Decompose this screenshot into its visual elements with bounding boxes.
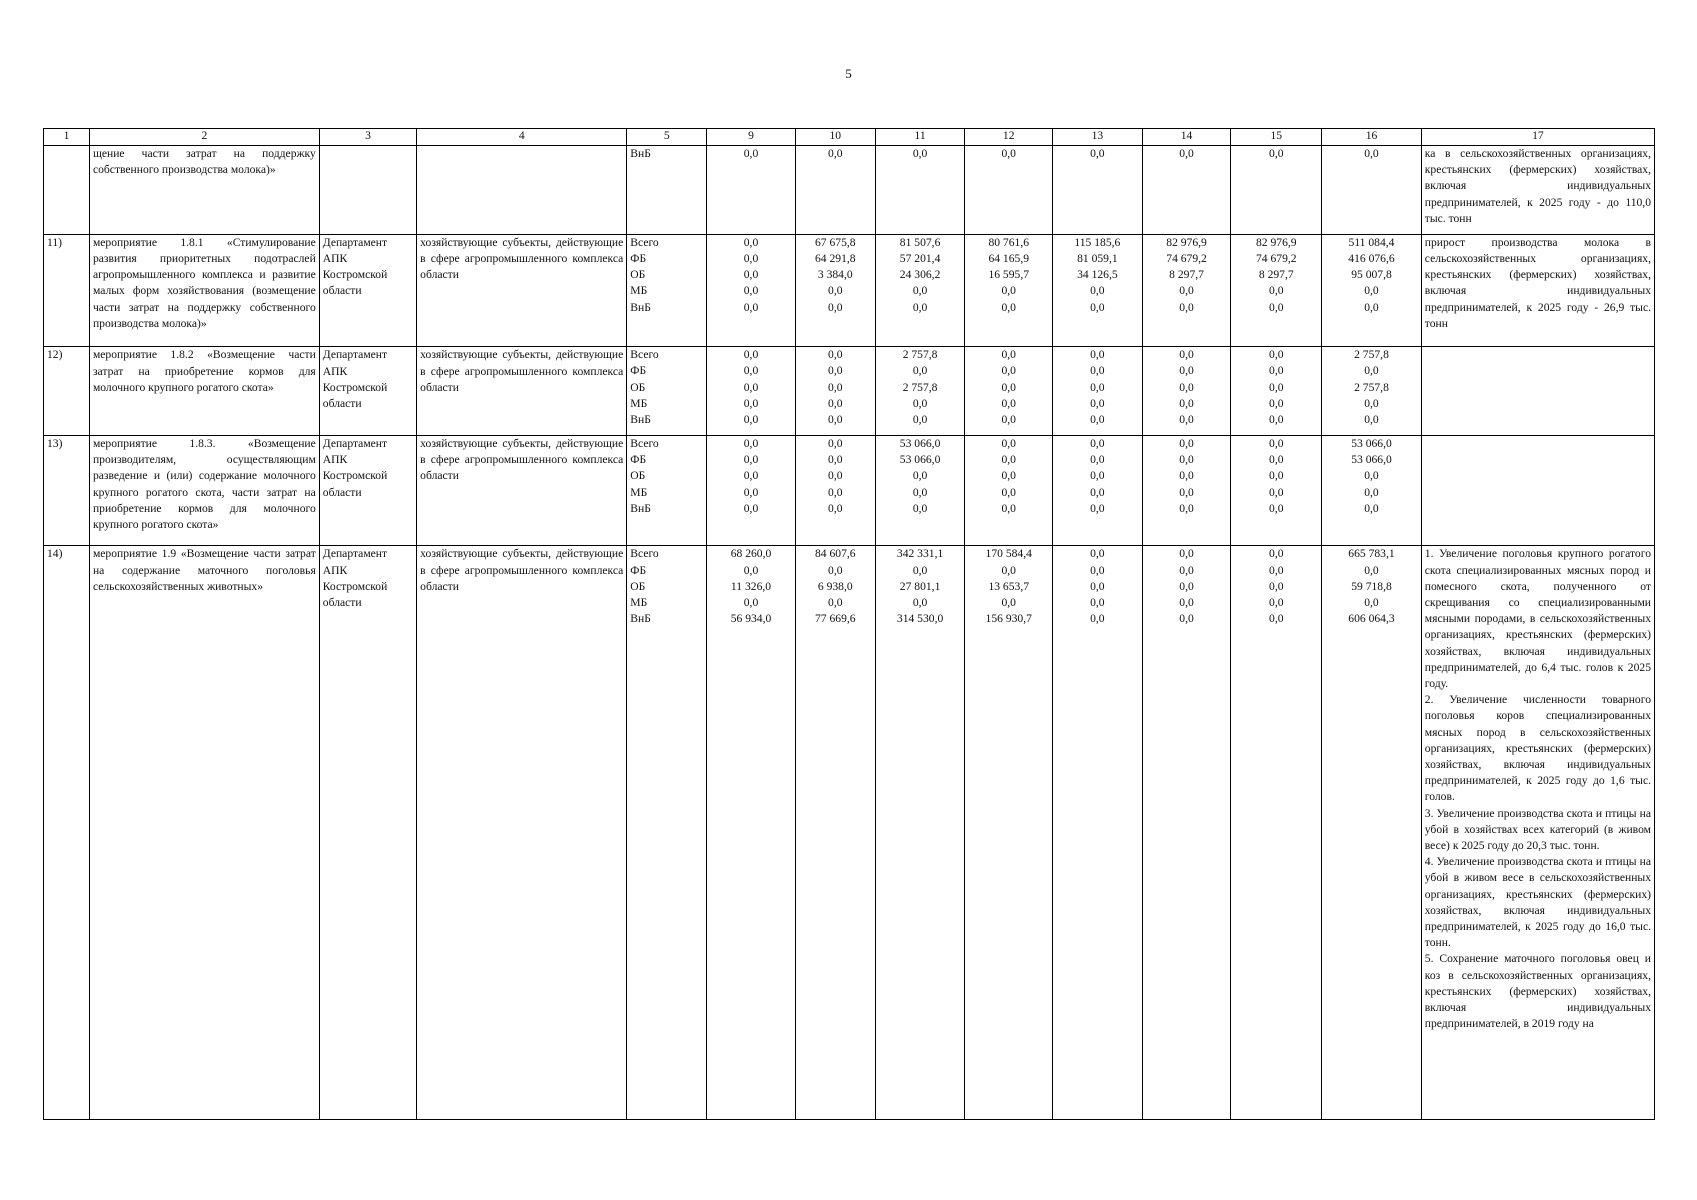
participants: хозяйствующие субъекты, действующие в сфере агропромышленного комплекса области bbox=[417, 234, 627, 347]
amount-value: 0,0 bbox=[1269, 563, 1284, 577]
amount-value: 0,0 bbox=[1269, 612, 1284, 626]
amount-value: 0,0 bbox=[1269, 469, 1284, 483]
funding-source: МБ bbox=[630, 284, 648, 298]
amount-value: 0,0 bbox=[1364, 413, 1379, 427]
row-number: 12) bbox=[44, 347, 90, 436]
amount-value: 0,0 bbox=[1001, 453, 1016, 467]
table-row bbox=[44, 347, 1655, 436]
amount-value: 0,0 bbox=[828, 348, 843, 362]
measure-name: мероприятие 1.8.1 «Стимулирование развития приоритетных подотраслей агропромышленного комплекса и развитие малых форм хозяйствования (возмещение части затрат на поддержку собственного производства молока)» bbox=[89, 234, 319, 347]
amount-value: 0,0 bbox=[1179, 579, 1194, 593]
executor: Департамент АПК Костромской области bbox=[319, 234, 416, 347]
amount-value: 53 066,0 bbox=[899, 436, 941, 450]
amount-value: 0,0 bbox=[1269, 547, 1284, 561]
amount-value: 0,0 bbox=[743, 413, 759, 427]
amount-value: 0,0 bbox=[1179, 453, 1194, 467]
funding-source: МБ bbox=[630, 396, 648, 410]
amount-cell bbox=[965, 146, 1053, 235]
amount-cell bbox=[1053, 347, 1143, 436]
amount-value: 0,0 bbox=[828, 436, 843, 450]
amount-value: 0,0 bbox=[1001, 485, 1016, 499]
measure-name: мероприятие 1.8.2 «Возмещение части затрат на приобретение кормов для молочного крупного рогатого скота» bbox=[89, 347, 319, 436]
funding-source-cell bbox=[627, 347, 707, 436]
amount-value: 57 201,4 bbox=[899, 251, 941, 265]
executor: Департамент АПК Костромской области bbox=[319, 435, 416, 545]
amount-value: 0,0 bbox=[912, 364, 928, 378]
amount-value: 0,0 bbox=[1001, 469, 1016, 483]
amount-value: 0,0 bbox=[1269, 396, 1284, 410]
amount-value: 0,0 bbox=[1090, 469, 1105, 483]
funding-source-cell bbox=[627, 146, 707, 235]
amount-value: 0,0 bbox=[1001, 501, 1016, 515]
amount-value: 0,0 bbox=[912, 595, 928, 609]
amount-value: 0,0 bbox=[743, 501, 759, 515]
amount-value: 0,0 bbox=[828, 453, 843, 467]
amount-value: 0,0 bbox=[1090, 396, 1105, 410]
amount-value: 0,0 bbox=[1179, 380, 1194, 394]
amount-value: 0,0 bbox=[1364, 396, 1379, 410]
expected-result bbox=[1421, 347, 1654, 436]
funding-source: Всего bbox=[630, 547, 659, 561]
funding-source-cell bbox=[627, 546, 707, 1120]
amount-value: 0,0 bbox=[1364, 485, 1379, 499]
col-header: 13 bbox=[1053, 129, 1143, 146]
amount-value: 0,0 bbox=[743, 469, 759, 483]
funding-source: ВнБ bbox=[630, 147, 651, 160]
amount-value: 0,0 bbox=[1269, 300, 1284, 314]
amount-value: 24 306,2 bbox=[899, 268, 941, 282]
amount-value: 81 059,1 bbox=[1077, 251, 1118, 265]
row-number: 11) bbox=[44, 234, 90, 347]
amount-value: 0,0 bbox=[912, 284, 928, 298]
amount-value: 0,0 bbox=[1364, 147, 1379, 160]
amount-value: 0,0 bbox=[828, 380, 843, 394]
amount-value: 0,0 bbox=[743, 268, 759, 282]
col-header: 5 bbox=[627, 129, 707, 146]
amount-cell bbox=[1231, 546, 1322, 1120]
amount-value: 81 507,6 bbox=[899, 235, 941, 249]
amount-value: 0,0 bbox=[828, 396, 843, 410]
amount-cell bbox=[875, 435, 965, 545]
amount-value: 0,0 bbox=[1090, 348, 1105, 362]
amount-value: 2 757,8 bbox=[1354, 380, 1389, 394]
amount-value: 0,0 bbox=[1179, 396, 1194, 410]
amount-value: 0,0 bbox=[743, 235, 759, 249]
amount-value: 0,0 bbox=[912, 300, 928, 314]
funding-source-cell bbox=[627, 234, 707, 347]
amount-value: 0,0 bbox=[1179, 547, 1194, 561]
amount-value: 67 675,8 bbox=[814, 235, 856, 249]
amount-value: 0,0 bbox=[1090, 612, 1105, 626]
participants bbox=[417, 146, 627, 235]
amount-value: 80 761,6 bbox=[988, 235, 1030, 249]
amount-value: 0,0 bbox=[743, 147, 759, 160]
amount-value: 0,0 bbox=[743, 485, 759, 499]
col-header: 16 bbox=[1322, 129, 1422, 146]
header-row bbox=[44, 129, 1655, 146]
amount-value: 0,0 bbox=[1364, 284, 1379, 298]
amount-value: 0,0 bbox=[828, 595, 843, 609]
amount-cell bbox=[795, 435, 875, 545]
amount-value: 0,0 bbox=[1364, 595, 1379, 609]
amount-cell bbox=[875, 234, 965, 347]
amount-value: 82 976,9 bbox=[1166, 235, 1207, 249]
amount-value: 0,0 bbox=[1269, 579, 1284, 593]
amount-cell bbox=[965, 435, 1053, 545]
amount-cell bbox=[1322, 435, 1422, 545]
amount-value: 0,0 bbox=[743, 436, 759, 450]
amount-value: 0,0 bbox=[1179, 469, 1194, 483]
col-header: 3 bbox=[319, 129, 416, 146]
funding-source: ФБ bbox=[630, 453, 647, 467]
amount-cell bbox=[1142, 347, 1231, 436]
amount-value: 0,0 bbox=[1269, 147, 1284, 160]
col-header: 2 bbox=[89, 129, 319, 146]
amount-value: 0,0 bbox=[1001, 364, 1016, 378]
amount-value: 3 384,0 bbox=[817, 268, 853, 282]
amount-value: 0,0 bbox=[828, 364, 843, 378]
amount-value: 0,0 bbox=[1001, 595, 1016, 609]
amount-value: 68 260,0 bbox=[730, 547, 772, 561]
amount-cell bbox=[1231, 234, 1322, 347]
funding-source: ОБ bbox=[630, 268, 646, 282]
funding-source: Всего bbox=[630, 348, 659, 362]
amount-cell bbox=[965, 546, 1053, 1120]
amount-value: 53 066,0 bbox=[1351, 453, 1392, 467]
expected-result: ка в сельскохозяйственных организациях, крестьянских (фермерских) хозяйствах, включая индивидуальных предпринимателей, к 2025 году - до 110,0 тыс. тонн bbox=[1421, 146, 1654, 235]
amount-value: 0,0 bbox=[1364, 563, 1379, 577]
table-row bbox=[44, 546, 1655, 1120]
amount-value: 0,0 bbox=[1090, 563, 1105, 577]
amount-value: 0,0 bbox=[1179, 348, 1194, 362]
amount-cell bbox=[1322, 234, 1422, 347]
participants: хозяйствующие субъекты, действующие в сфере агропромышленного комплекса области bbox=[417, 347, 627, 436]
amount-value: 511 084,4 bbox=[1348, 235, 1395, 249]
amount-value: 0,0 bbox=[743, 563, 759, 577]
amount-cell bbox=[1322, 546, 1422, 1120]
executor: Департамент АПК Костромской области bbox=[319, 347, 416, 436]
col-header: 4 bbox=[417, 129, 627, 146]
funding-source: ОБ bbox=[630, 579, 646, 593]
amount-value: 170 584,4 bbox=[985, 547, 1032, 561]
amount-value: 0,0 bbox=[1269, 348, 1284, 362]
col-header: 14 bbox=[1142, 129, 1231, 146]
amount-value: 0,0 bbox=[1269, 501, 1284, 515]
amount-value: 0,0 bbox=[743, 251, 759, 265]
amount-value: 0,0 bbox=[1269, 380, 1284, 394]
amount-value: 0,0 bbox=[1090, 453, 1105, 467]
amount-value: 0,0 bbox=[912, 413, 928, 427]
amount-value: 0,0 bbox=[1269, 436, 1284, 450]
amount-value: 0,0 bbox=[1090, 364, 1105, 378]
amount-value: 0,0 bbox=[828, 501, 843, 515]
amount-value: 6 938,0 bbox=[817, 579, 853, 593]
amount-value: 0,0 bbox=[1090, 547, 1105, 561]
budget-table bbox=[43, 128, 1655, 1120]
amount-value: 0,0 bbox=[912, 147, 928, 160]
amount-cell bbox=[1053, 234, 1143, 347]
amount-value: 0,0 bbox=[1179, 436, 1194, 450]
amount-cell bbox=[707, 435, 796, 545]
funding-source: ОБ bbox=[630, 469, 646, 483]
amount-cell bbox=[1142, 435, 1231, 545]
amount-value: 11 326,0 bbox=[730, 579, 772, 593]
amount-value: 53 066,0 bbox=[899, 453, 941, 467]
amount-value: 13 653,7 bbox=[988, 579, 1030, 593]
funding-source: ФБ bbox=[630, 364, 647, 378]
amount-value: 0,0 bbox=[1001, 413, 1016, 427]
amount-cell bbox=[1231, 347, 1322, 436]
amount-value: 314 530,0 bbox=[896, 612, 944, 626]
expected-result: прирост производства молока в сельскохозяйственных организациях, крестьянских (фермерских) хозяйствах, включая индивидуальных предпринимателей, к 2025 году - 26,9 тыс. тонн bbox=[1421, 234, 1654, 347]
funding-source: ВнБ bbox=[630, 300, 651, 314]
amount-cell bbox=[1322, 347, 1422, 436]
amount-value: 2 757,8 bbox=[902, 348, 938, 362]
amount-value: 0,0 bbox=[828, 147, 843, 160]
col-header: 17 bbox=[1421, 129, 1654, 146]
amount-value: 0,0 bbox=[1001, 348, 1016, 362]
amount-value: 0,0 bbox=[743, 348, 759, 362]
funding-source: МБ bbox=[630, 485, 648, 499]
participants: хозяйствующие субъекты, действующие в сфере агропромышленного комплекса области bbox=[417, 546, 627, 1120]
amount-value: 0,0 bbox=[1269, 485, 1284, 499]
amount-value: 0,0 bbox=[1179, 563, 1194, 577]
amount-value: 665 783,1 bbox=[1348, 547, 1395, 561]
row-number: 13) bbox=[44, 435, 90, 545]
funding-source: МБ bbox=[630, 595, 648, 609]
amount-value: 0,0 bbox=[828, 300, 843, 314]
amount-value: 8 297,7 bbox=[1169, 268, 1204, 282]
amount-value: 0,0 bbox=[1090, 501, 1105, 515]
amount-value: 64 291,8 bbox=[814, 251, 856, 265]
amount-value: 0,0 bbox=[828, 413, 843, 427]
amount-value: 0,0 bbox=[1179, 595, 1194, 609]
amount-value: 0,0 bbox=[1001, 300, 1016, 314]
amount-value: 0,0 bbox=[1090, 485, 1105, 499]
measure-name: мероприятие 1.8.3. «Возмещение производителям, осуществляющим разведение и (или) содержание молочного крупного рогатого скота, части затрат на приобретение кормов для молочного крупного рогатого скота» bbox=[89, 435, 319, 545]
amount-value: 0,0 bbox=[1090, 284, 1105, 298]
amount-value: 0,0 bbox=[1364, 501, 1379, 515]
amount-value: 74 679,2 bbox=[1166, 251, 1207, 265]
amount-value: 0,0 bbox=[1179, 364, 1194, 378]
amount-value: 0,0 bbox=[1001, 436, 1016, 450]
amount-value: 64 165,9 bbox=[988, 251, 1030, 265]
amount-value: 0,0 bbox=[1090, 413, 1105, 427]
amount-value: 0,0 bbox=[828, 485, 843, 499]
amount-value: 0,0 bbox=[1269, 284, 1284, 298]
amount-value: 0,0 bbox=[1090, 595, 1105, 609]
amount-value: 0,0 bbox=[1001, 380, 1016, 394]
col-header: 1 bbox=[44, 129, 90, 146]
amount-cell bbox=[965, 347, 1053, 436]
amount-value: 0,0 bbox=[1269, 453, 1284, 467]
amount-value: 0,0 bbox=[828, 284, 843, 298]
amount-value: 74 679,2 bbox=[1256, 251, 1297, 265]
funding-source: ВнБ bbox=[630, 612, 651, 626]
amount-value: 27 801,1 bbox=[899, 579, 941, 593]
funding-source: Всего bbox=[630, 436, 659, 450]
table-row bbox=[44, 234, 1655, 347]
col-header: 9 bbox=[707, 129, 796, 146]
amount-value: 0,0 bbox=[1001, 284, 1016, 298]
amount-value: 0,0 bbox=[1090, 300, 1105, 314]
funding-source: ФБ bbox=[630, 563, 647, 577]
amount-value: 95 007,8 bbox=[1351, 268, 1392, 282]
amount-value: 416 076,6 bbox=[1348, 251, 1395, 265]
amount-value: 0,0 bbox=[743, 453, 759, 467]
funding-source: ОБ bbox=[630, 380, 646, 394]
amount-value: 0,0 bbox=[1179, 284, 1194, 298]
funding-source-cell bbox=[627, 435, 707, 545]
table-row bbox=[44, 146, 1655, 235]
amount-cell bbox=[1053, 146, 1143, 235]
amount-value: 606 064,3 bbox=[1348, 612, 1395, 626]
amount-cell bbox=[1231, 435, 1322, 545]
funding-source: Всего bbox=[630, 235, 659, 249]
amount-value: 342 331,1 bbox=[896, 547, 944, 561]
amount-value: 0,0 bbox=[1090, 380, 1105, 394]
amount-value: 0,0 bbox=[1179, 485, 1194, 499]
amount-cell bbox=[1053, 546, 1143, 1120]
amount-value: 0,0 bbox=[1269, 413, 1284, 427]
amount-cell bbox=[707, 146, 796, 235]
amount-value: 0,0 bbox=[1364, 469, 1379, 483]
amount-value: 2 757,8 bbox=[1354, 348, 1389, 362]
amount-value: 156 930,7 bbox=[985, 612, 1032, 626]
col-header: 10 bbox=[795, 129, 875, 146]
amount-value: 16 595,7 bbox=[988, 268, 1030, 282]
amount-value: 115 185,6 bbox=[1074, 235, 1121, 249]
amount-value: 0,0 bbox=[1001, 147, 1016, 160]
amount-value: 0,0 bbox=[743, 595, 759, 609]
amount-value: 0,0 bbox=[912, 563, 928, 577]
amount-cell bbox=[795, 347, 875, 436]
amount-value: 59 718,8 bbox=[1351, 579, 1392, 593]
amount-cell bbox=[795, 146, 875, 235]
amount-cell bbox=[795, 546, 875, 1120]
amount-value: 0,0 bbox=[1001, 563, 1016, 577]
col-header: 11 bbox=[875, 129, 965, 146]
amount-value: 2 757,8 bbox=[902, 380, 938, 394]
amount-cell bbox=[875, 146, 965, 235]
amount-value: 34 126,5 bbox=[1077, 268, 1118, 282]
amount-cell bbox=[707, 546, 796, 1120]
executor bbox=[319, 146, 416, 235]
table-row bbox=[44, 435, 1655, 545]
amount-value: 0,0 bbox=[1179, 501, 1194, 515]
amount-value: 0,0 bbox=[1179, 612, 1194, 626]
amount-value: 0,0 bbox=[1179, 413, 1194, 427]
measure-name: щение части затрат на поддержку собственного производства молока)» bbox=[89, 146, 319, 235]
executor: Департамент АПК Костромской области bbox=[319, 546, 416, 1120]
amount-value: 0,0 bbox=[743, 364, 759, 378]
page-number: 5 bbox=[845, 66, 852, 81]
amount-value: 0,0 bbox=[1090, 147, 1105, 160]
participants: хозяйствующие субъекты, действующие в сфере агропромышленного комплекса области bbox=[417, 435, 627, 545]
row-number bbox=[44, 146, 90, 235]
amount-value: 0,0 bbox=[743, 380, 759, 394]
amount-value: 8 297,7 bbox=[1258, 268, 1294, 282]
col-header: 15 bbox=[1231, 129, 1322, 146]
amount-cell bbox=[1142, 146, 1231, 235]
amount-value: 0,0 bbox=[1001, 396, 1016, 410]
amount-cell bbox=[1053, 435, 1143, 545]
amount-cell bbox=[795, 234, 875, 347]
amount-cell bbox=[1231, 146, 1322, 235]
amount-value: 0,0 bbox=[1364, 364, 1379, 378]
amount-value: 0,0 bbox=[1090, 436, 1105, 450]
amount-value: 0,0 bbox=[1179, 147, 1194, 160]
amount-value: 84 607,6 bbox=[814, 547, 856, 561]
measure-name: мероприятие 1.9 «Возмещение части затрат на содержание маточного поголовья сельскохозяйственных животных» bbox=[89, 546, 319, 1120]
amount-value: 0,0 bbox=[743, 396, 759, 410]
amount-value: 0,0 bbox=[1090, 579, 1105, 593]
row-number: 14) bbox=[44, 546, 90, 1120]
amount-value: 0,0 bbox=[912, 501, 928, 515]
funding-source: ФБ bbox=[630, 251, 647, 265]
amount-value: 0,0 bbox=[912, 469, 928, 483]
amount-cell bbox=[875, 546, 965, 1120]
amount-cell bbox=[875, 347, 965, 436]
col-header: 12 bbox=[965, 129, 1053, 146]
amount-cell bbox=[707, 234, 796, 347]
amount-value: 53 066,0 bbox=[1351, 436, 1392, 450]
amount-cell bbox=[1142, 546, 1231, 1120]
amount-value: 0,0 bbox=[912, 485, 928, 499]
funding-source: ВнБ bbox=[630, 501, 651, 515]
amount-value: 0,0 bbox=[828, 563, 843, 577]
expected-result bbox=[1421, 435, 1654, 545]
amount-value: 77 669,6 bbox=[814, 612, 856, 626]
amount-value: 0,0 bbox=[912, 396, 928, 410]
amount-value: 82 976,9 bbox=[1256, 235, 1297, 249]
amount-cell bbox=[1322, 146, 1422, 235]
amount-value: 0,0 bbox=[1179, 300, 1194, 314]
amount-value: 0,0 bbox=[743, 300, 759, 314]
expected-result: 1. Увеличение поголовья крупного рогатого скота специализированных мясных пород и помесного скота, полученного от скрещивания со специализированными мясными породами, в сельскохозяйственных организациях, крестьянских (фермерских) хозяйствах, включая индивидуальных предпринимателей, до 6,4 тыс. голов к 2025 году. 2. Увеличение численности товарного поголовья коров специализированных мясных пород в сельскохозяйственных организациях, крестьянских (фермерских) хозяйствах, включая индивидуальных предпринимателей, к 2025 году до 1,6 тыс. голов. 3. Увеличение производства скота и птицы на убой в хозяйствах всех категорий (в живом весе) к 2025 году до 20,3 тыс. тонн. 4. Увеличение производства скота и птицы на убой в живом весе в сельскохозяйственных организациях, крестьянских (фермерских) хозяйствах, включая индивидуальных предпринимателей, к 2025 году до 16,0 тыс. тонн. 5. Сохранение маточного поголовья овец и коз в сельскохозяйственных организациях, крестьянских (фермерских) хозяйствах, включая индивидуальных предпринимателей, в 2019 году на bbox=[1421, 546, 1654, 1120]
amount-value: 0,0 bbox=[1269, 595, 1284, 609]
funding-source: ВнБ bbox=[630, 413, 651, 427]
amount-value: 0,0 bbox=[1364, 300, 1379, 314]
amount-value: 56 934,0 bbox=[730, 612, 772, 626]
amount-value: 0,0 bbox=[828, 469, 843, 483]
amount-cell bbox=[707, 347, 796, 436]
amount-value: 0,0 bbox=[1269, 364, 1284, 378]
amount-cell bbox=[965, 234, 1053, 347]
amount-value: 0,0 bbox=[743, 284, 759, 298]
amount-cell bbox=[1142, 234, 1231, 347]
